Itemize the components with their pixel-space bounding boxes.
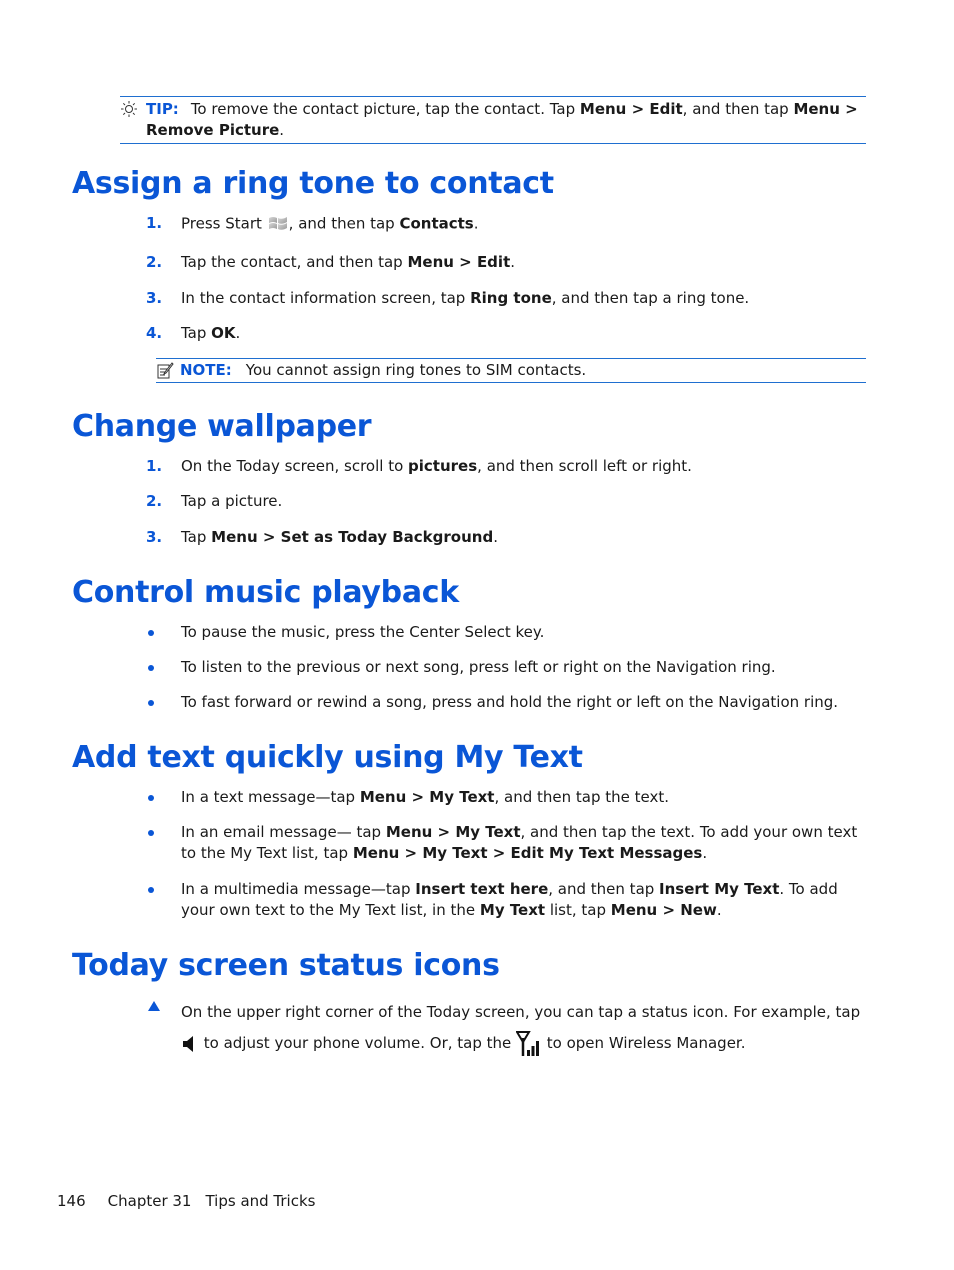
- note-pad-icon: [156, 362, 174, 380]
- bullet-dot: [148, 887, 154, 893]
- bullet-bold: Menu > New: [610, 901, 717, 919]
- lightbulb-icon: [120, 100, 138, 118]
- step-text-part: On the Today screen, scroll to: [181, 457, 409, 475]
- step-number: 1.: [146, 214, 163, 232]
- bullet-text-part: , and then tap the text.: [494, 788, 670, 806]
- bullet-text-part: list, tap: [545, 901, 611, 919]
- tip-text: , and then tap: [682, 100, 794, 118]
- step-text: [181, 213, 866, 235]
- note-box: [156, 358, 866, 383]
- step-text-part: , and then tap: [288, 214, 400, 233]
- step-text: Tap a picture.: [181, 492, 283, 510]
- step-text-part: , and then tap a ring tone.: [551, 289, 750, 307]
- step-bold: OK: [211, 324, 236, 342]
- tip-box: [120, 96, 866, 144]
- bullet-bold: Insert text here: [415, 880, 549, 898]
- section-heading: Change wallpaper: [72, 409, 372, 444]
- page-footer: [57, 1191, 315, 1212]
- step-number: 4.: [146, 324, 163, 342]
- note-label: NOTE:: [180, 361, 232, 379]
- step-text-part: , and then scroll left or right.: [477, 457, 692, 475]
- note-text: You cannot assign ring tones to SIM contacts.: [245, 361, 587, 379]
- bullet-bold: My Text: [479, 901, 546, 919]
- step-bold: Ring tone: [470, 289, 552, 307]
- bullet-text: [181, 879, 866, 921]
- bullet-dot: [148, 630, 154, 636]
- step-number: 2.: [146, 253, 163, 271]
- bullet-bold: My Text: [455, 823, 521, 841]
- bullet-text-part: , and then tap: [548, 880, 660, 898]
- step-text-part: Press Start: [181, 214, 267, 233]
- speaker-volume-icon: [181, 1034, 199, 1054]
- step-text-part: .: [473, 214, 479, 233]
- section-heading: Assign a ring tone to contact: [72, 166, 554, 201]
- signal-antenna-icon: [516, 1030, 542, 1058]
- step-number: 2.: [146, 492, 163, 510]
- bullet-bold: Insert My Text: [659, 880, 780, 898]
- step-text-part: .: [493, 528, 498, 546]
- chapter-title: Tips and Tricks: [205, 1192, 316, 1210]
- tip-text: .: [279, 121, 285, 139]
- windows-start-icon: [267, 213, 289, 235]
- bullet-text-part: to adjust your phone volume. Or, tap the: [199, 1034, 517, 1052]
- bullet-text-part: , and then tap the text. To add your own text to the My Text list, tap: [181, 823, 858, 862]
- bullet-text: [181, 822, 866, 864]
- tip-text: To remove the contact picture, tap the contact. Tap: [190, 100, 580, 118]
- bullet-text-part: .: [702, 844, 708, 862]
- step-bold: pictures: [408, 457, 478, 475]
- page-number: 146: [57, 1192, 86, 1210]
- bullet-dot: [148, 795, 154, 801]
- step-text-part: .: [510, 253, 516, 271]
- bullet-dot: [148, 700, 154, 706]
- bullet-dot: [148, 830, 154, 836]
- step-bold: Contacts: [399, 214, 474, 233]
- step-text-part: Tap the contact, and then tap: [181, 253, 408, 271]
- bullet-text: [181, 787, 866, 808]
- bullet-text-part: In a text message—tap: [181, 788, 360, 806]
- step-text-part: Tap: [181, 324, 212, 342]
- bullet-bold: Menu >: [385, 823, 456, 841]
- step-text: [181, 527, 866, 548]
- bullet-text-part: to open Wireless Manager.: [542, 1034, 746, 1052]
- step-text: [181, 288, 866, 309]
- bullet-text-part: On the upper right corner of the Today screen, you can tap a status icon. For example, tap: [181, 1003, 861, 1021]
- tip-bold: Menu > Edit: [579, 100, 683, 118]
- step-bold: Menu > Edit: [407, 253, 511, 271]
- bullet-text: [181, 997, 866, 1059]
- step-number: 3.: [146, 528, 163, 546]
- bullet-bold: Menu > My Text > Edit My Text Messages: [352, 844, 703, 862]
- bullet-text: To listen to the previous or next song, press left or right on the Navigation ring.: [181, 658, 776, 676]
- bullet-text-part: .: [716, 901, 722, 919]
- step-text-part: Tap: [181, 528, 212, 546]
- step-bold: Menu > Set as Today Background: [211, 528, 494, 546]
- step-text-part: .: [235, 324, 241, 342]
- section-heading: Today screen status icons: [72, 948, 500, 983]
- step-text: [181, 456, 866, 477]
- triangle-bullet-icon: [148, 1001, 160, 1011]
- step-text: [181, 323, 866, 344]
- bullet-text-part: In a multimedia message—tap: [181, 880, 416, 898]
- step-text: [181, 252, 866, 273]
- bullet-text-part: In an email message— tap: [181, 823, 386, 841]
- chapter-label: Chapter 31: [107, 1192, 192, 1210]
- section-heading: Add text quickly using My Text: [72, 740, 583, 775]
- step-number: 1.: [146, 457, 163, 475]
- section-heading: Control music playback: [72, 575, 459, 610]
- bullet-dot: [148, 665, 154, 671]
- tip-label: TIP:: [146, 100, 179, 118]
- bullet-text: To pause the music, press the Center Select key.: [181, 623, 545, 641]
- tip-bold: Menu > Remove Picture: [146, 100, 858, 139]
- bullet-bold: Menu > My Text: [359, 788, 495, 806]
- step-text-part: In the contact information screen, tap: [181, 289, 471, 307]
- bullet-text: To fast forward or rewind a song, press and hold the right or left on the Navigation ring.: [181, 693, 839, 711]
- bullet-text-part: . To add your own text to the My Text list, in the: [181, 880, 838, 919]
- step-number: 3.: [146, 289, 163, 307]
